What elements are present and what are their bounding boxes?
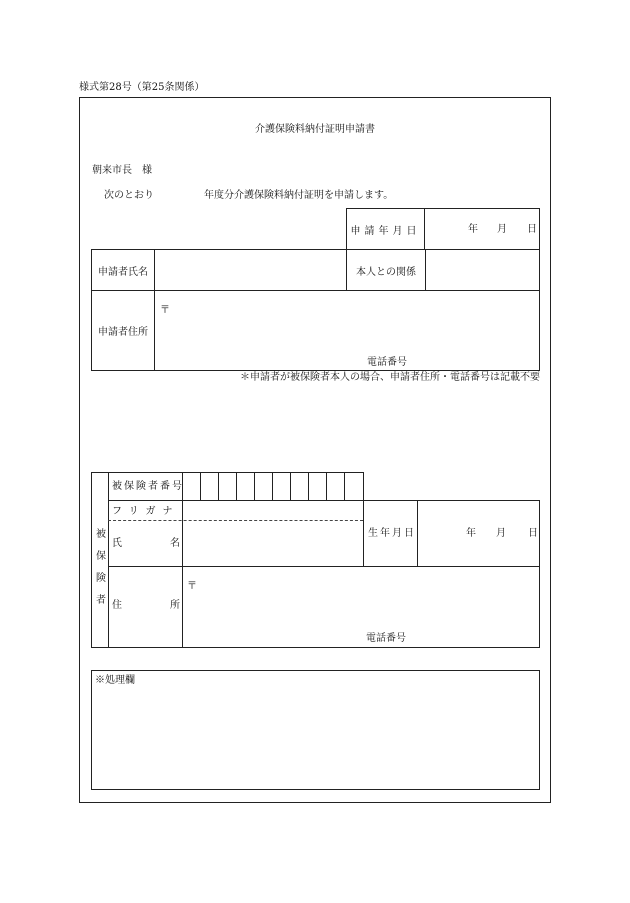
application-date-label: 申請年月日 <box>350 225 421 237</box>
insured-phone-label: 電話番号 <box>366 633 406 644</box>
birth-date-year: 年 <box>466 528 476 539</box>
form-title: 介護保険料納付証明申請書 <box>255 124 375 135</box>
insured-address-label-2: 所 <box>170 600 180 611</box>
application-date-day: 日 <box>527 224 537 235</box>
insured-side-label: 被 保 険 者 <box>96 529 106 606</box>
applicant-postal-mark: 〒 <box>160 305 170 316</box>
intro-text: 次のとおり 年度分介護保険料納付証明を申請します。 <box>104 190 394 201</box>
application-date-field[interactable] <box>425 209 540 250</box>
insured-number-label: 被保険者番号 <box>112 481 184 492</box>
applicant-name-row <box>91 249 540 291</box>
insured-address-field[interactable] <box>183 567 539 647</box>
note-text: ＊申請者が被保険者本人の場合、申請者住所・電話番号は記載不要 <box>240 372 540 383</box>
birth-date-month: 月 <box>496 528 506 539</box>
insured-address-label-1: 住 <box>112 600 122 611</box>
furigana-label: フリガナ <box>112 506 180 517</box>
applicant-address-label: 申請者住所 <box>98 327 148 338</box>
processing-box[interactable] <box>91 670 540 790</box>
application-date-month: 月 <box>497 224 507 235</box>
relation-label: 本人との関係 <box>356 266 416 278</box>
applicant-address-row <box>91 290 540 371</box>
relation-field[interactable] <box>426 250 540 291</box>
form-number: 様式第28号（第25条関係） <box>79 82 205 93</box>
application-date-box <box>346 208 540 250</box>
birth-date-day: 日 <box>528 528 538 539</box>
addressee: 朝来市長 様 <box>92 165 152 176</box>
birth-date-label: 生年月日 <box>368 528 416 539</box>
applicant-name-field[interactable] <box>155 250 347 291</box>
insured-name-label-2: 名 <box>170 538 180 549</box>
applicant-phone-label: 電話番号 <box>367 357 407 368</box>
birth-date-field[interactable] <box>418 501 539 566</box>
applicant-name-label: 申請者氏名 <box>98 266 148 278</box>
application-date-year: 年 <box>468 224 478 235</box>
insured-name-label-1: 氏 <box>112 538 122 549</box>
processing-label: ※処理欄 <box>95 675 135 686</box>
furigana-field[interactable] <box>183 501 363 520</box>
insured-name-field[interactable] <box>183 521 363 566</box>
applicant-address-field[interactable] <box>155 291 540 371</box>
insured-postal-mark: 〒 <box>187 581 197 592</box>
